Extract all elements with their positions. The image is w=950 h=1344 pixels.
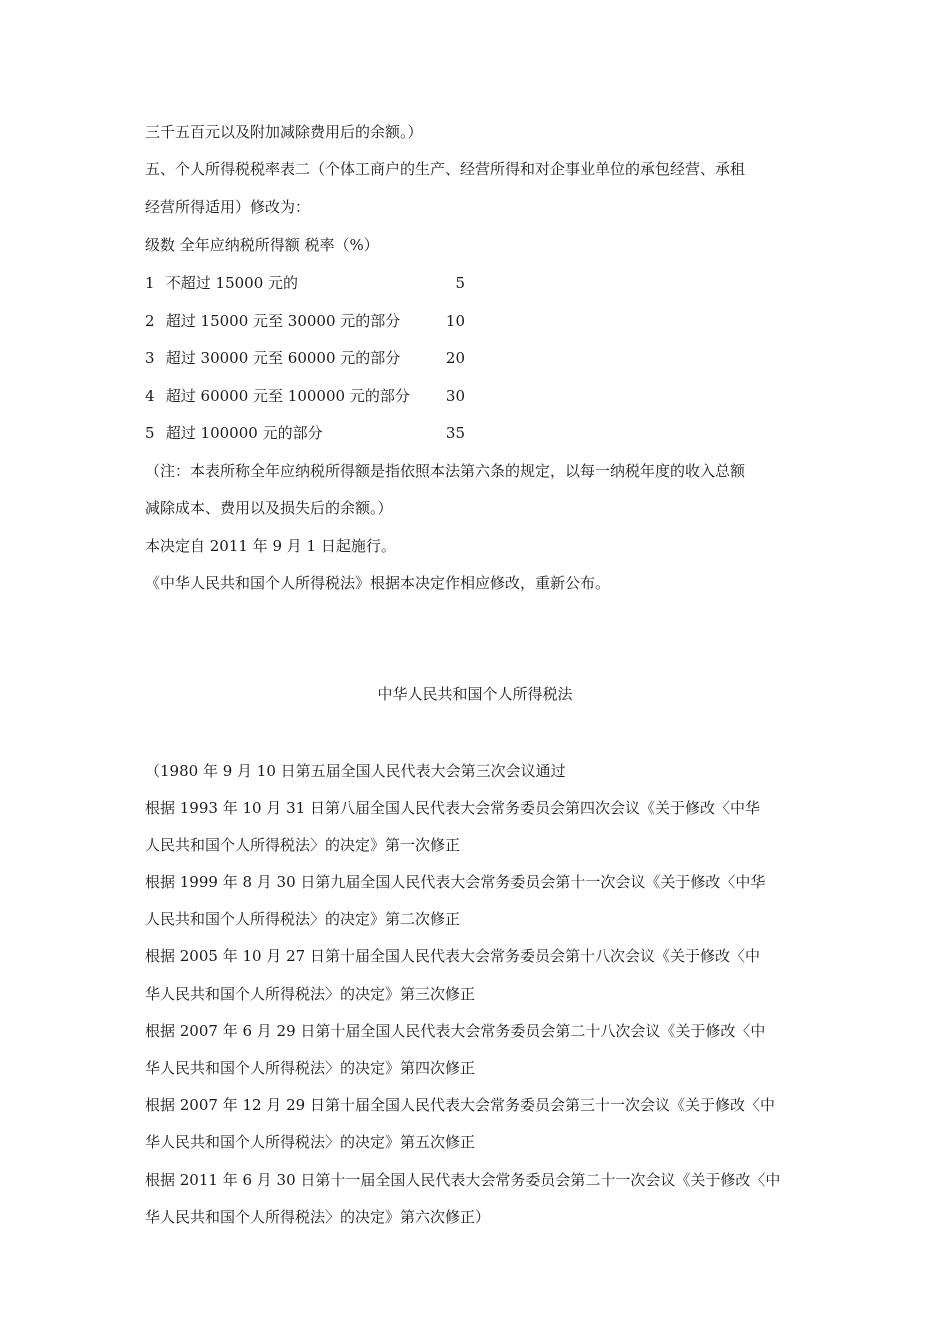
row-level: 1	[145, 274, 155, 292]
row-level: 4	[145, 387, 155, 405]
effective-date-line: 本决定自 2011 年 9 月 1 日起施行。	[145, 537, 396, 555]
tax-table-row	[145, 273, 475, 293]
history-line: 根据 2007 年 6 月 29 日第十届全国人民代表大会常务委员会第二十八次会议《关于修改〈中	[145, 1022, 766, 1040]
history-line: 根据 1999 年 8 月 30 日第九届全国人民代表大会常务委员会第十一次会议《关于修改〈中华	[145, 873, 766, 891]
row-description: 不超过 15000 元的	[165, 274, 299, 292]
history-line: 根据 2007 年 12 月 29 日第十届全国人民代表大会常务委员会第三十一次会议《关于修改〈中	[145, 1096, 775, 1114]
row-description: 超过 100000 元的部分	[165, 424, 323, 442]
row-rate: 20	[445, 349, 465, 367]
history-line: 根据 1993 年 10 月 31 日第八届全国人民代表大会常务委员会第四次会议《关于修改〈中华	[145, 799, 760, 817]
row-rate: 35	[445, 424, 465, 442]
row-level: 2	[145, 312, 155, 330]
row-rate: 30	[445, 387, 465, 405]
row-rate: 5	[455, 274, 465, 292]
law-title: 中华人民共和国个人所得税法	[377, 685, 573, 703]
note-line-1: （注：本表所称全年应纳税所得额是指依照本法第六条的规定，以每一纳税年度的收入总额	[145, 462, 746, 480]
tax-table-row	[145, 386, 475, 406]
row-description: 超过 15000 元至 30000 元的部分	[165, 312, 401, 330]
intro-line-2: 五、个人所得税税率表二（个体工商户的生产、经营所得和对企事业单位的承包经营、承租	[145, 160, 746, 178]
row-description: 超过 60000 元至 100000 元的部分	[165, 387, 410, 405]
history-line: 华人民共和国个人所得税法〉的决定》第四次修正	[145, 1059, 476, 1077]
intro-line-1: 三千五百元以及附加减除费用后的余额。）	[145, 123, 423, 141]
history-line: 华人民共和国个人所得税法〉的决定》第三次修正	[145, 985, 476, 1003]
note-line-2: 减除成本、费用以及损失后的余额。）	[145, 499, 393, 517]
tax-table-row	[145, 348, 475, 368]
row-description: 超过 30000 元至 60000 元的部分	[165, 349, 401, 367]
intro-line-3: 经营所得适用）修改为：	[145, 198, 311, 216]
history-line: 根据 2011 年 6 月 30 日第十一届全国人民代表大会常务委员会第二十一次会议《关于修改〈中	[145, 1171, 781, 1189]
row-level: 5	[145, 424, 155, 442]
row-level: 3	[145, 349, 155, 367]
tax-table-header: 级数 全年应纳税所得额 税率（%）	[145, 236, 379, 254]
republish-line: 《中华人民共和国个人所得税法》根据本决定作相应修改，重新公布。	[145, 574, 611, 592]
tax-table-row	[145, 311, 475, 331]
history-line: 根据 2005 年 10 月 27 日第十届全国人民代表大会常务委员会第十八次会议《关于修改〈中	[145, 947, 760, 965]
history-line: （1980 年 9 月 10 日第五届全国人民代表大会第三次会议通过	[145, 762, 566, 780]
history-line: 华人民共和国个人所得税法〉的决定》第六次修正）	[145, 1208, 491, 1226]
history-line: 华人民共和国个人所得税法〉的决定》第五次修正	[145, 1133, 476, 1151]
tax-table-row	[145, 423, 475, 443]
row-rate: 10	[445, 312, 465, 330]
history-line: 人民共和国个人所得税法〉的决定》第二次修正	[145, 910, 461, 928]
history-line: 人民共和国个人所得税法〉的决定》第一次修正	[145, 836, 461, 854]
